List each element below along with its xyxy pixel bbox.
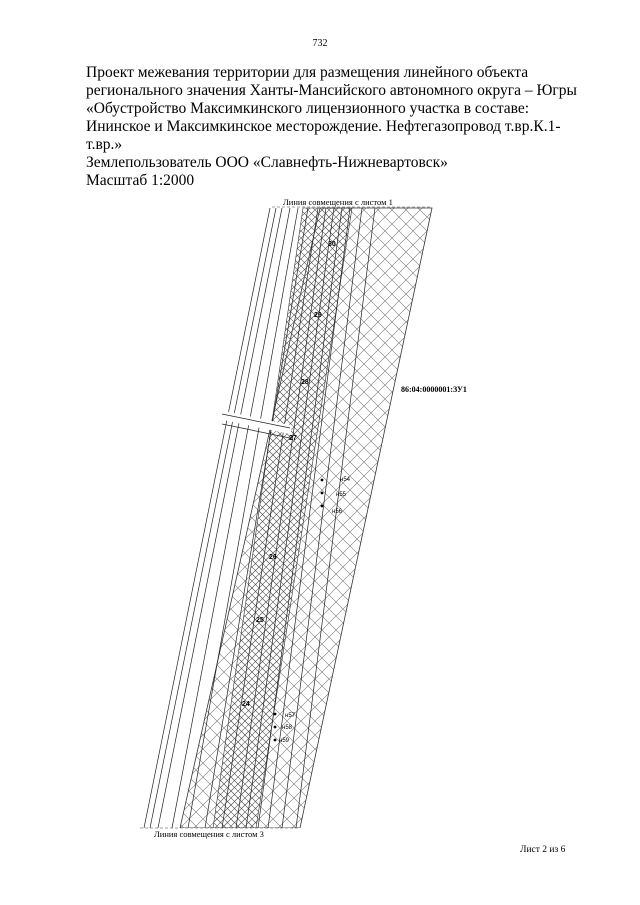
title-line: Ининское и Максимкинское месторождение. Нефтегазопровод т.вр.К.1- xyxy=(86,118,561,135)
point-label: 27 xyxy=(289,435,297,442)
title-line: «Обустройство Максимкинского лицензионного участка в составе: xyxy=(86,100,530,117)
bottom-match-line-label: Линия совмещения с листом 3 xyxy=(154,829,264,839)
title-line: регионального значения Ханты-Мансийского автономного округа – Югры xyxy=(86,82,577,99)
sheet-number: Лист 2 из 6 xyxy=(520,845,566,855)
node-label: н56 xyxy=(332,509,342,515)
point-label: 25 xyxy=(256,617,264,624)
top-match-line-label: Линия совмещения с листом 1 xyxy=(283,197,393,207)
node-label: н54 xyxy=(340,477,350,483)
parcel-label: 86:04:0000001:ЗУ1 xyxy=(401,385,467,394)
page-number: 732 xyxy=(312,38,328,49)
scale: Масштаб 1:2000 xyxy=(86,172,195,189)
point-label: 29 xyxy=(314,312,322,319)
title-line: Проект межевания территории для размещения линейного объекта xyxy=(86,64,529,81)
node-label: н58 xyxy=(282,725,292,731)
point-label: 30 xyxy=(328,241,336,248)
point-label: 28 xyxy=(301,379,309,386)
point-label: 26 xyxy=(269,554,277,561)
title-line: т.вр.» xyxy=(86,136,123,153)
node-label: н55 xyxy=(336,492,346,498)
node-label: н59 xyxy=(279,738,289,744)
node-label: н57 xyxy=(285,713,295,719)
land-user: Землепользователь ООО «Славнефть-Нижневартовск» xyxy=(86,154,448,171)
point-label: 24 xyxy=(242,701,250,708)
